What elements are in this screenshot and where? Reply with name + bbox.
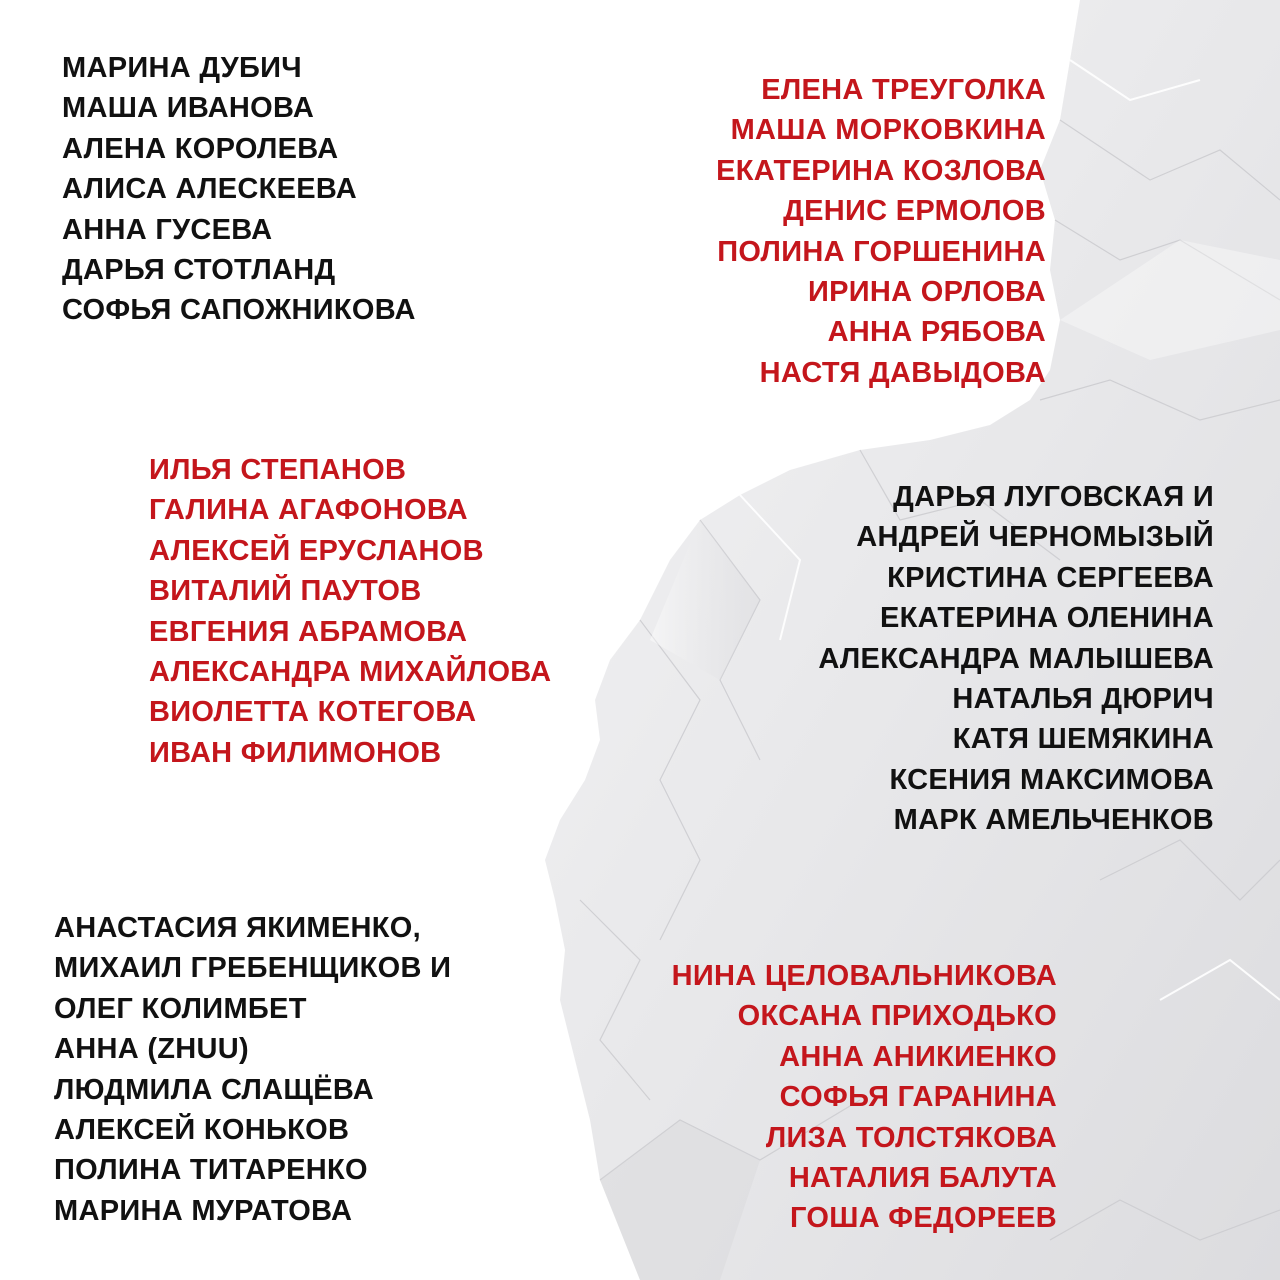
name-item: ЕКАТЕРИНА ОЛЕНИНА	[879, 602, 1214, 635]
name-item: СОФЬЯ САПОЖНИКОВА	[62, 294, 416, 327]
name-item: ВИТАЛИЙ ПАУТОВ	[149, 575, 422, 608]
name-item: ГАЛИНА АГАФОНОВА	[149, 494, 468, 527]
name-item: НАСТЯ ДАВЫДОВА	[759, 356, 1046, 389]
name-item: МАРК АМЕЛЬЧЕНКОВ	[893, 804, 1214, 837]
name-item: ЛЮДМИЛА СЛАЩЁВА	[54, 1073, 374, 1106]
name-item: АННА АНИКИЕНКО	[779, 1040, 1057, 1073]
name-item: МАРИНА МУРАТОВА	[54, 1194, 353, 1227]
name-item: ПОЛИНА ТИТАРЕНКО	[54, 1154, 368, 1187]
names-block-top-left	[62, 48, 416, 331]
names-block-middle-left	[149, 450, 551, 773]
name-item: АНАСТАСИЯ ЯКИМЕНКО,	[54, 912, 421, 944]
name-item: КРИСТИНА СЕРГЕЕВА	[887, 561, 1214, 594]
name-item: МИХАИЛ ГРЕБЕНЩИКОВ И	[54, 952, 452, 985]
name-item: АЛЕКСАНДРА МАЛЫШЕВА	[818, 642, 1214, 675]
name-item: ИВАН ФИЛИМОНОВ	[149, 736, 442, 769]
name-item: ЕВГЕНИЯ АБРАМОВА	[149, 615, 468, 648]
name-item: АЛЕКСАНДРА МИХАЙЛОВА	[149, 655, 552, 688]
name-item: ПОЛИНА ГОРШЕНИНА	[717, 235, 1046, 268]
name-item: АЛЕКСЕЙ ЕРУСЛАНОВ	[149, 534, 484, 567]
name-item: МАША ИВАНОВА	[62, 92, 315, 125]
name-item: АННА (ZHUU)	[54, 1033, 249, 1066]
name-item: ЕЛЕНА ТРЕУГОЛКА	[761, 74, 1046, 106]
name-item: АННА ГУСЕВА	[62, 213, 273, 246]
name-item: ИРИНА ОРЛОВА	[808, 275, 1046, 308]
names-block-bottom-right	[672, 956, 1057, 1239]
name-item: МАША МОРКОВКИНА	[730, 114, 1046, 147]
names-block-middle-right	[818, 477, 1214, 841]
name-item: ОКСАНА ПРИХОДЬКО	[737, 1000, 1057, 1033]
name-item: НАТАЛИЯ БАЛУТА	[788, 1161, 1057, 1194]
name-item: АЛИСА АЛЕСКЕЕВА	[62, 173, 357, 206]
name-item: АЛЕКСЕЙ КОНЬКОВ	[54, 1113, 350, 1146]
name-item: ДАРЬЯ СТОТЛАНД	[62, 253, 336, 286]
name-item: ОЛЕГ КОЛИМБЕТ	[54, 992, 307, 1025]
names-block-top-right	[716, 70, 1046, 393]
name-item: ВИОЛЕТТА КОТЕГОВА	[149, 696, 477, 729]
name-item: ИЛЬЯ СТЕПАНОВ	[149, 454, 407, 486]
name-item: ЕКАТЕРИНА КОЗЛОВА	[716, 154, 1046, 187]
name-item: АЛЕНА КОРОЛЕВА	[62, 132, 339, 165]
name-item: ЛИЗА ТОЛСТЯКОВА	[765, 1121, 1057, 1154]
name-item: АННА РЯБОВА	[827, 316, 1046, 349]
name-item: АНДРЕЙ ЧЕРНОМЫЗЫЙ	[856, 521, 1214, 554]
names-block-bottom-left	[54, 908, 451, 1231]
name-item: КСЕНИЯ МАКСИМОВА	[889, 763, 1214, 796]
name-item: ДАРЬЯ ЛУГОВСКАЯ И	[893, 481, 1214, 513]
name-item: ГОША ФЕДОРЕЕВ	[790, 1202, 1057, 1235]
name-item: СОФЬЯ ГАРАНИНА	[779, 1081, 1057, 1114]
name-item: МАРИНА ДУБИЧ	[62, 52, 302, 84]
name-item: КАТЯ ШЕМЯКИНА	[952, 723, 1214, 756]
name-item: НИНА ЦЕЛОВАЛЬНИКОВА	[671, 960, 1057, 992]
name-item: НАТАЛЬЯ ДЮРИЧ	[952, 682, 1214, 715]
name-item: ДЕНИС ЕРМОЛОВ	[783, 195, 1046, 228]
